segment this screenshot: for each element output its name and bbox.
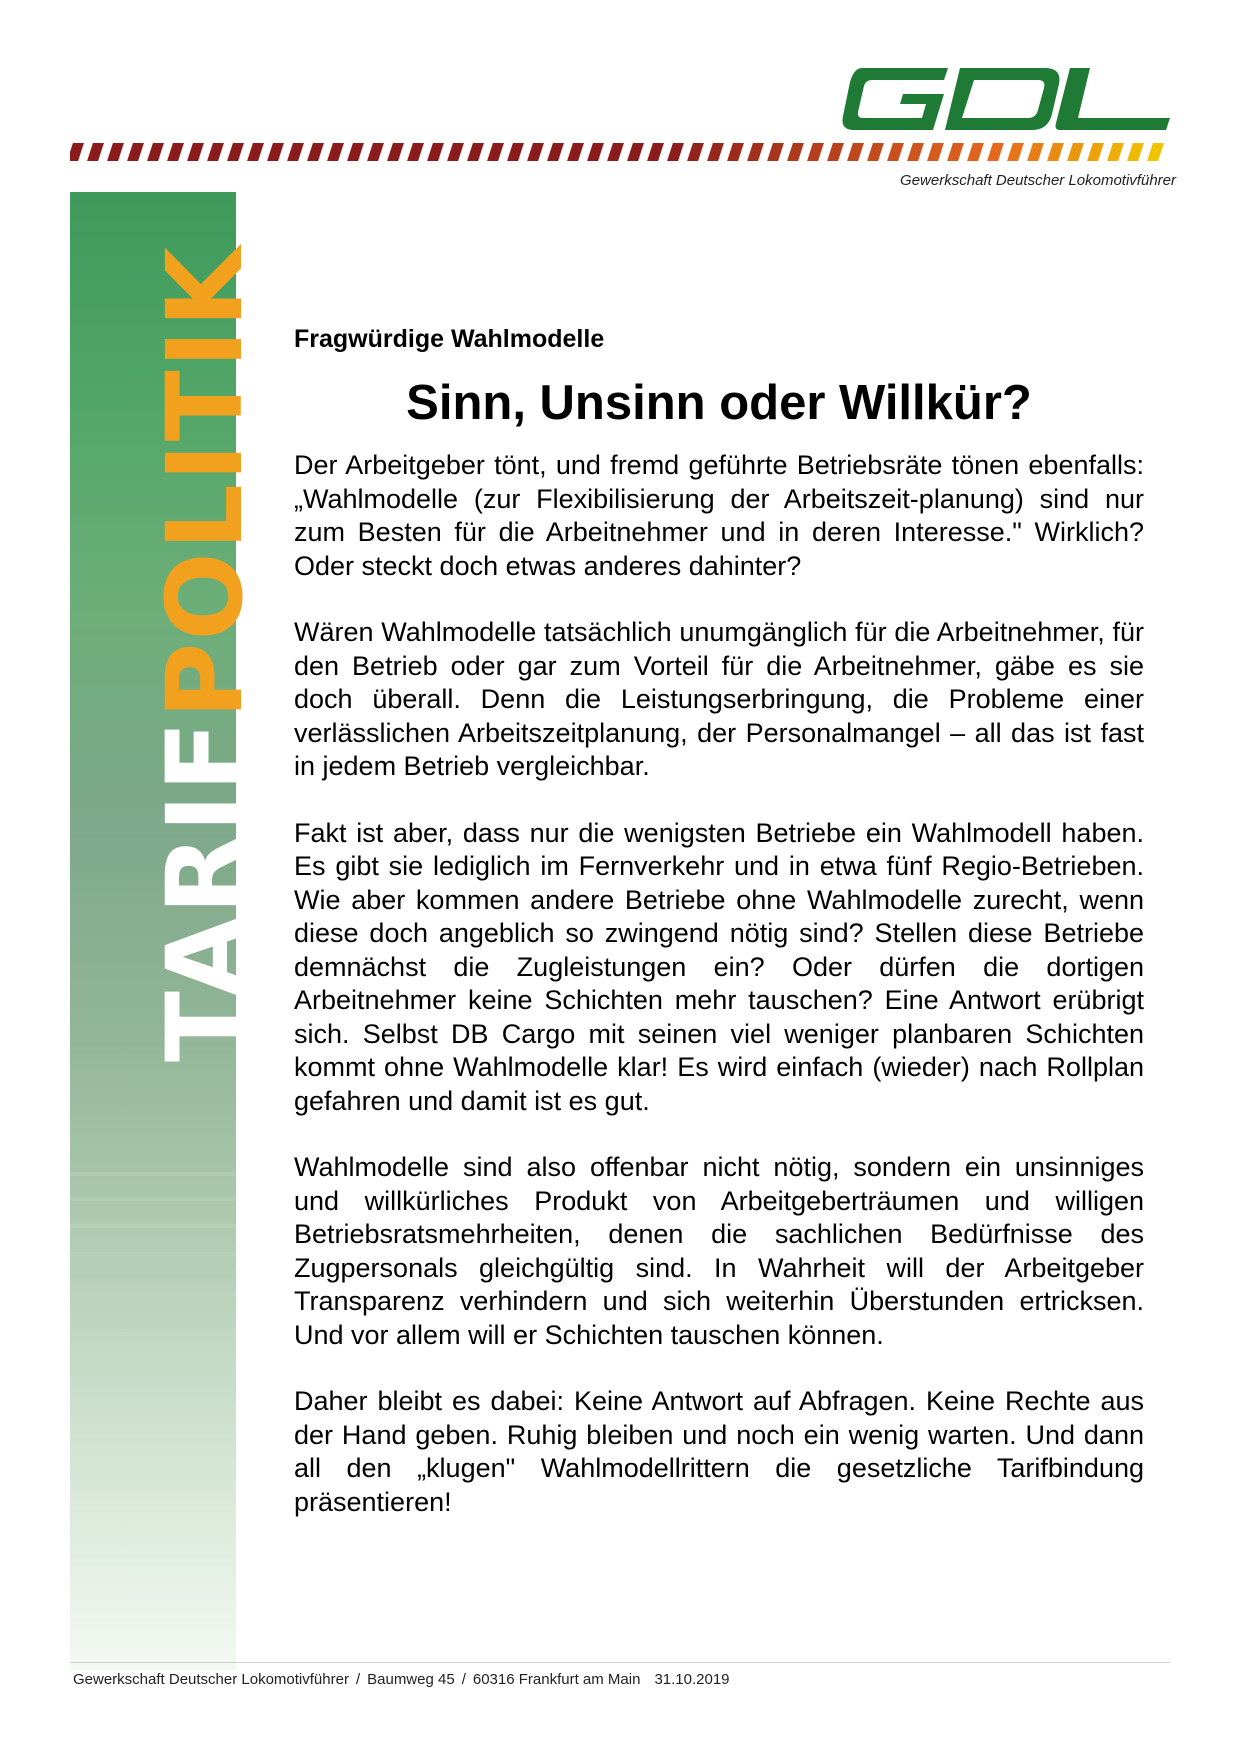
gdl-logo	[840, 68, 1175, 130]
footer-date: 31.10.2019	[654, 1671, 730, 1688]
stripe-bar	[727, 143, 744, 161]
band-streak	[70, 1224, 236, 1228]
stripe-bar	[767, 143, 784, 161]
stripe-bar	[667, 143, 684, 161]
footer-separator: /	[355, 1671, 361, 1688]
stripe-bar	[1127, 143, 1144, 161]
stripe-bar	[947, 143, 964, 161]
footer-street: Baumweg 45	[367, 1671, 455, 1688]
article-paragraph: Fakt ist aber, dass nur die wenigsten Betriebe ein Wahlmodell haben. Es gibt sie lediglich im Fernverkehr und in etwa fünf Regio-Betrieben. Wie aber kommen andere Betriebe ohne Wahlmodelle zurecht, wenn diese doch angeblich so zwingend nötig sind? Stellen diese Betriebe demnächst die Zugleistungen ein? Oder dürfen die dortigen Arbeitnehmer keine Schichten mehr tauschen? Eine Antwort erübrigt sich. Selbst DB Cargo mit seinen viel weniger planbaren Schichten kommt ohne Wahlmodelle klar! Es wird einfach (wieder) nach Rollplan gefahren und damit ist es gut.	[294, 817, 1144, 1116]
stripe-bar	[187, 143, 204, 161]
stripe-bar	[647, 143, 664, 161]
stripe-bar	[527, 143, 544, 161]
band-streak	[70, 1252, 236, 1256]
stripe-bar	[547, 143, 564, 161]
stripe-bar	[1087, 143, 1104, 161]
stripe-bar	[387, 143, 404, 161]
stripe-bar	[1007, 143, 1024, 161]
stripe-bar	[167, 143, 184, 161]
stripe-bar	[147, 143, 164, 161]
header-stripe	[70, 143, 1170, 161]
stripe-bar	[507, 143, 524, 161]
stripe-bar	[70, 143, 84, 161]
stripe-bar	[107, 143, 124, 161]
stripe-bar	[1027, 143, 1044, 161]
stripe-bar	[1047, 143, 1064, 161]
stripe-bar	[347, 143, 364, 161]
article-paragraph: Der Arbeitgeber tönt, und fremd geführte Betriebsräte tönen ebenfalls: „Wahlmodelle (zur Flexibilisierung der Arbeitszeit-planung) sind nur zum Besten für die Arbeitnehmer und in deren Interesse." Wirklich? Oder steckt doch etwas anderes dahinter?	[294, 450, 1144, 581]
stripe-bar	[747, 143, 764, 161]
band-streak	[70, 1377, 236, 1381]
band-streak	[70, 1332, 236, 1336]
band-streak	[70, 1422, 236, 1426]
stripe-bar	[1107, 143, 1124, 161]
band-streak	[70, 1172, 236, 1176]
stripe-bar	[207, 143, 224, 161]
article-subhead: Fragwürdige Wahlmodelle	[294, 325, 605, 353]
band-streak	[70, 1292, 236, 1296]
sidebar-title	[144, 245, 266, 1063]
article-paragraph: Wären Wahlmodelle tatsächlich unumgänglich für die Arbeitnehmer, für den Betrieb oder gar zum Vorteil für die Arbeitnehmer, gäbe es sie doch überall. Denn die Leistungserbringung, die Probleme einer verlässlichen Arbeitszeitplanung, der Personalmangel – all das ist fast in jedem Betrieb vergleichbar.	[294, 617, 1144, 781]
stripe-bar	[707, 143, 724, 161]
stripe-bar	[967, 143, 984, 161]
stripe-bar	[607, 143, 624, 161]
stripe-bar	[327, 143, 344, 161]
stripe-bar	[687, 143, 704, 161]
organization-tagline: Gewerkschaft Deutscher Lokomotivführer	[900, 172, 1176, 189]
stripe-bar	[827, 143, 844, 161]
stripe-bar	[987, 143, 1004, 161]
stripe-bar	[287, 143, 304, 161]
stripe-bar	[487, 143, 504, 161]
stripe-bar	[627, 143, 644, 161]
stripe-bar	[447, 143, 464, 161]
stripe-bar	[787, 143, 804, 161]
footer-org: Gewerkschaft Deutscher Lokomotivführer	[73, 1671, 349, 1688]
article-body	[294, 449, 1144, 1552]
stripe-bar	[407, 143, 424, 161]
stripe-bar	[227, 143, 244, 161]
article-headline: Sinn, Unsinn oder Willkür?	[406, 376, 1032, 430]
band-streak	[70, 1197, 236, 1201]
footer-separator: /	[461, 1671, 466, 1688]
stripe-bar	[847, 143, 864, 161]
article-paragraph: Daher bleibt es dabei: Keine Antwort auf Abfragen. Keine Rechte aus der Hand geben. Ruhig bleiben und noch ein wenig warten. Und dann all den „klugen" Wahlmodellrittern die gesetzliche Tarifbindung präsentieren!	[294, 1386, 1144, 1517]
stripe-bar	[807, 143, 824, 161]
stripe-bar	[367, 143, 384, 161]
stripe-bar	[267, 143, 284, 161]
footer-divider	[70, 1662, 1170, 1663]
stripe-bar	[867, 143, 884, 161]
footer-city: 60316 Frankfurt am Main	[472, 1671, 641, 1688]
stripe-bar	[587, 143, 604, 161]
footer	[73, 1671, 730, 1688]
stripe-bar	[887, 143, 904, 161]
stripe-bar	[907, 143, 924, 161]
stripe-bar	[87, 143, 104, 161]
stripe-bar	[1147, 143, 1164, 161]
sidebar-title-part2: POLITIK	[144, 245, 266, 719]
sidebar-title-part1: TARIF	[144, 718, 266, 1063]
stripe-bar	[247, 143, 264, 161]
stripe-bar	[467, 143, 484, 161]
stripe-bar	[427, 143, 444, 161]
article-paragraph: Wahlmodelle sind also offenbar nicht nötig, sondern ein unsinniges und willkürliches Produkt von Arbeitgeberträumen und willigen Betriebsratsmehrheiten, denen die sachlichen Bedürfnisse des Zugpersonals gleichgültig sind. In Wahrheit will der Arbeitgeber Transparenz verhindern und sich weiterhin Überstunden ertricksen. Und vor allem will er Schichten tauschen können.	[294, 1152, 1144, 1350]
stripe-bar	[307, 143, 324, 161]
stripe-bar	[127, 143, 144, 161]
stripe-bar	[567, 143, 584, 161]
stripe-bar	[927, 143, 944, 161]
stripe-bar	[1067, 143, 1084, 161]
